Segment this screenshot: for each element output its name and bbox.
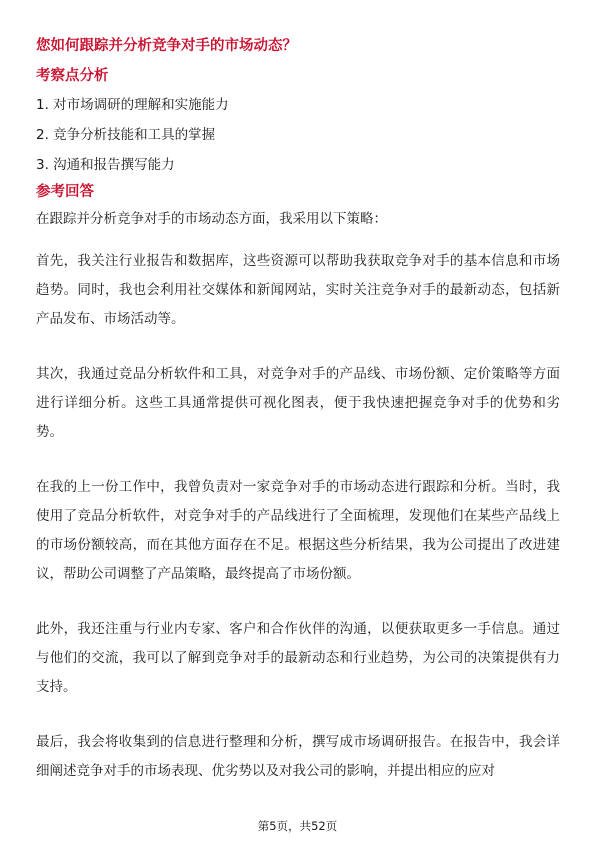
reference-section-title: 参考回答 (36, 184, 94, 200)
reference-answer (36, 205, 560, 808)
analysis-point: 2. 竞争分析技能和工具的掌握 (36, 127, 216, 143)
question-heading: 您如何跟踪并分析竞争对手的市场动态？ (36, 38, 297, 54)
answer-paragraph: 在跟踪并分析竞争对手的市场动态方面，我采用以下策略： (36, 211, 387, 227)
analysis-point: 1. 对市场调研的理解和实施能力 (36, 97, 229, 113)
answer-paragraph: 最后，我会将收集到的信息进行整理和分析，撰写成市场调研报告。在报告中，我会详细阐述竞争对手的市场表现、优劣势以及对我公司的影响，并提出相应的应对 (36, 734, 560, 779)
page-footer: 第5页，共52页 (0, 816, 595, 844)
answer-paragraph: 此外，我还注重与行业内专家、客户和合作伙伴的沟通，以便获取更多一手信息。通过与他们的交流，我可以了解到竞争对手的最新动态和行业趋势，为公司的决策提供有力支持。 (36, 621, 560, 695)
analysis-section-title: 考察点分析 (36, 68, 109, 84)
answer-paragraph: 首先，我关注行业报告和数据库，这些资源可以帮助我获取竞争对手的基本信息和市场趋势。同时，我也会利用社交媒体和新闻网站，实时关注竞争对手的最新动态，包括新产品发布、市场活动等。 (36, 253, 560, 327)
answer-paragraph: 在我的上一份工作中，我曾负责对一家竞争对手的市场动态进行跟踪和分析。当时，我使用了竞品分析软件，对竞争对手的产品线进行了全面梳理，发现他们在某些产品线上的市场份额较高，而在其他方面存在不足。根据这些分析结果，我为公司提出了改进建议，帮助公司调整了产品策略，最终提高了市场份额。 (36, 479, 560, 582)
answer-paragraph: 其次，我通过竞品分析软件和工具，对竞争对手的产品线、市场份额、定价策略等方面进行详细分析。这些工具通常提供可视化图表，便于我快速把握竞争对手的优势和劣势。 (36, 366, 560, 440)
analysis-point: 3. 沟通和报告撰写能力 (36, 157, 175, 173)
